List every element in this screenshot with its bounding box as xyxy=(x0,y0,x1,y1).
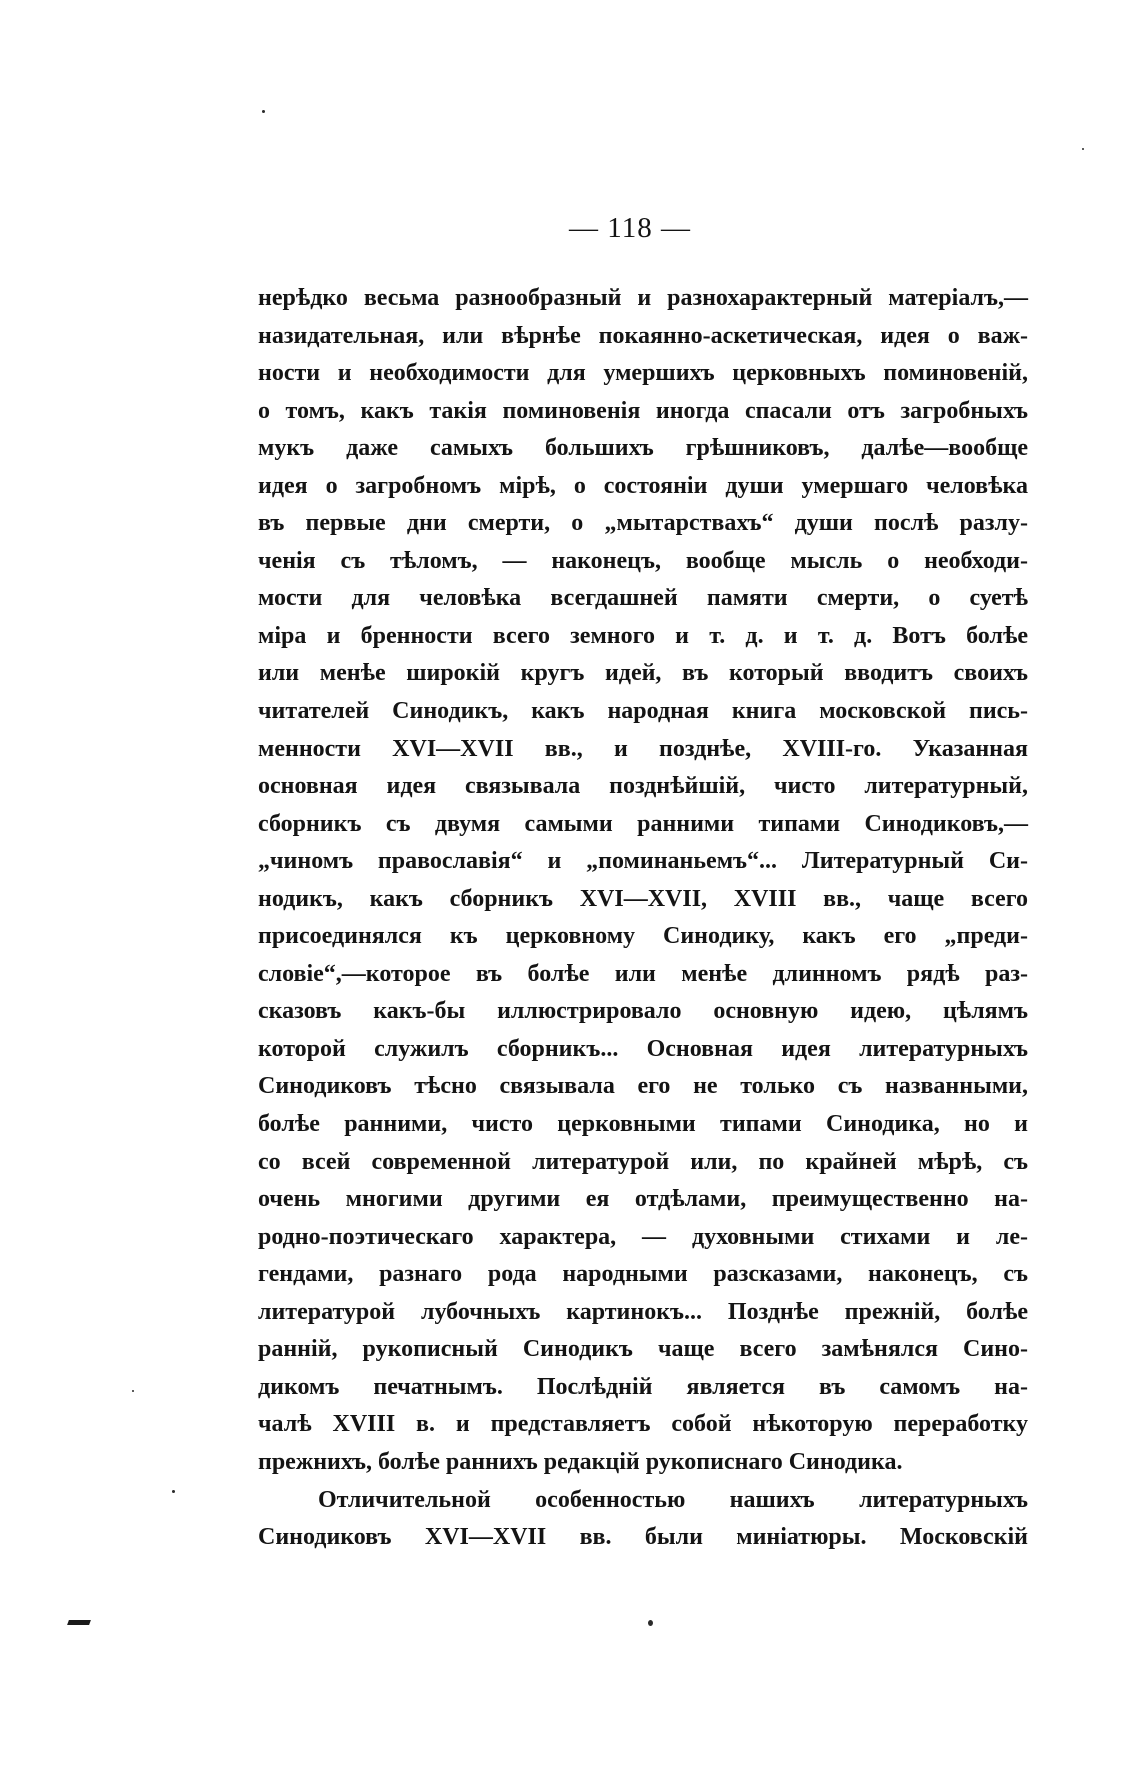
scan-speck xyxy=(172,1490,175,1493)
text-line: сказовъ какъ-бы иллюстрировало основную идею, цѣлямъ xyxy=(258,998,1028,1025)
text-line: въ первые дни смерти, о „мытарствахъ“ души послѣ разлу- xyxy=(258,510,1028,537)
text-line: идея о загробномъ мірѣ, о состояніи души умершаго человѣка xyxy=(258,472,1028,499)
text-line: или менѣе широкій кругъ идей, въ который вводитъ своихъ xyxy=(258,660,1028,687)
text-line: „чиномъ православія“ и „поминаньемъ“... Литературный Си- xyxy=(258,848,1028,875)
text-line: назидательная, или вѣрнѣе покаянно-аскетическая, идея о важ- xyxy=(258,322,1028,349)
text-line: со всей современной литературой или, по крайней мѣрѣ, съ xyxy=(258,1148,1028,1175)
text-line: которой служилъ сборникъ... Основная идея литературныхъ xyxy=(258,1035,1028,1062)
text-line: мости для человѣка всегдашней памяти смерти, о суетѣ xyxy=(258,585,1028,612)
text-line: Синодиковъ XVI—XVII вв. были миніатюры. Московскій xyxy=(258,1524,1028,1551)
text-line: словіе“,—которое въ болѣе или менѣе длинномъ рядѣ раз- xyxy=(258,960,1028,987)
scan-speck xyxy=(262,110,265,113)
text-line: литературой лубочныхъ картинокъ... Позднѣе прежній, болѣе xyxy=(258,1298,1028,1325)
text-line: очень многими другими ея отдѣлами, преимущественно на- xyxy=(258,1186,1028,1213)
text-line: читателей Синодикъ, какъ народная книга московской пись- xyxy=(258,698,1028,725)
text-line: присоединялся къ церковному Синодику, какъ его „преди- xyxy=(258,923,1028,950)
text-line: основная идея связывала позднѣйшій, чисто литературный, xyxy=(258,773,1028,800)
text-line: ности и необходимости для умершихъ церковныхъ поминовеній, xyxy=(258,360,1028,387)
paragraph-end-line: прежнихъ, болѣе раннихъ редакцій рукописнаго Синодика. xyxy=(258,1448,903,1475)
text-line: сборникъ съ двумя самыми ранними типами Синодиковъ,— xyxy=(258,810,1028,837)
scan-speck xyxy=(648,1620,653,1626)
text-line: нодикъ, какъ сборникъ XVI—XVII, XVIII вв., чаще всего xyxy=(258,885,1028,912)
text-line: болѣе ранними, чисто церковными типами Синодика, но и xyxy=(258,1111,1028,1138)
scan-speck xyxy=(132,1390,134,1392)
text-line: чалѣ XVIII в. и представляетъ собой нѣкоторую переработку xyxy=(258,1411,1028,1438)
text-line: мукъ даже самыхъ большихъ грѣшниковъ, далѣе—вообще xyxy=(258,435,1028,462)
text-line: міра и бренности всего земного и т. д. и т. д. Вотъ болѣе xyxy=(258,622,1028,649)
text-line: Синодиковъ тѣсно связывала его не только съ названными, xyxy=(258,1073,1028,1100)
text-line: о томъ, какъ такія поминовенія иногда спасали отъ загробныхъ xyxy=(258,397,1028,424)
text-line: менности XVI—XVII вв., и позднѣе, XVIII-го. Указанная xyxy=(258,735,1028,762)
text-line: ченія съ тѣломъ, — наконецъ, вообще мысль о необходи- xyxy=(258,547,1028,574)
scan-speck xyxy=(1082,148,1084,150)
page-number: — 118 — xyxy=(569,212,691,244)
body-text xyxy=(258,280,1028,1557)
text-line: ранній, рукописный Синодикъ чаще всего замѣнялся Сино- xyxy=(258,1336,1028,1363)
paragraph-start-line: Отличительной особенностью нашихъ литературныхъ xyxy=(318,1486,1028,1513)
text-line: родно-поэтическаго характера, — духовными стихами и ле- xyxy=(258,1223,1028,1250)
text-line: гендами, разнаго рода народными разсказами, наконецъ, съ xyxy=(258,1261,1028,1288)
scan-mark xyxy=(67,1620,91,1625)
text-line: нерѣдко весьма разнообразный и разнохарактерный матеріалъ,— xyxy=(258,285,1028,311)
text-line: дикомъ печатнымъ. Послѣдній является въ самомъ на- xyxy=(258,1373,1028,1400)
